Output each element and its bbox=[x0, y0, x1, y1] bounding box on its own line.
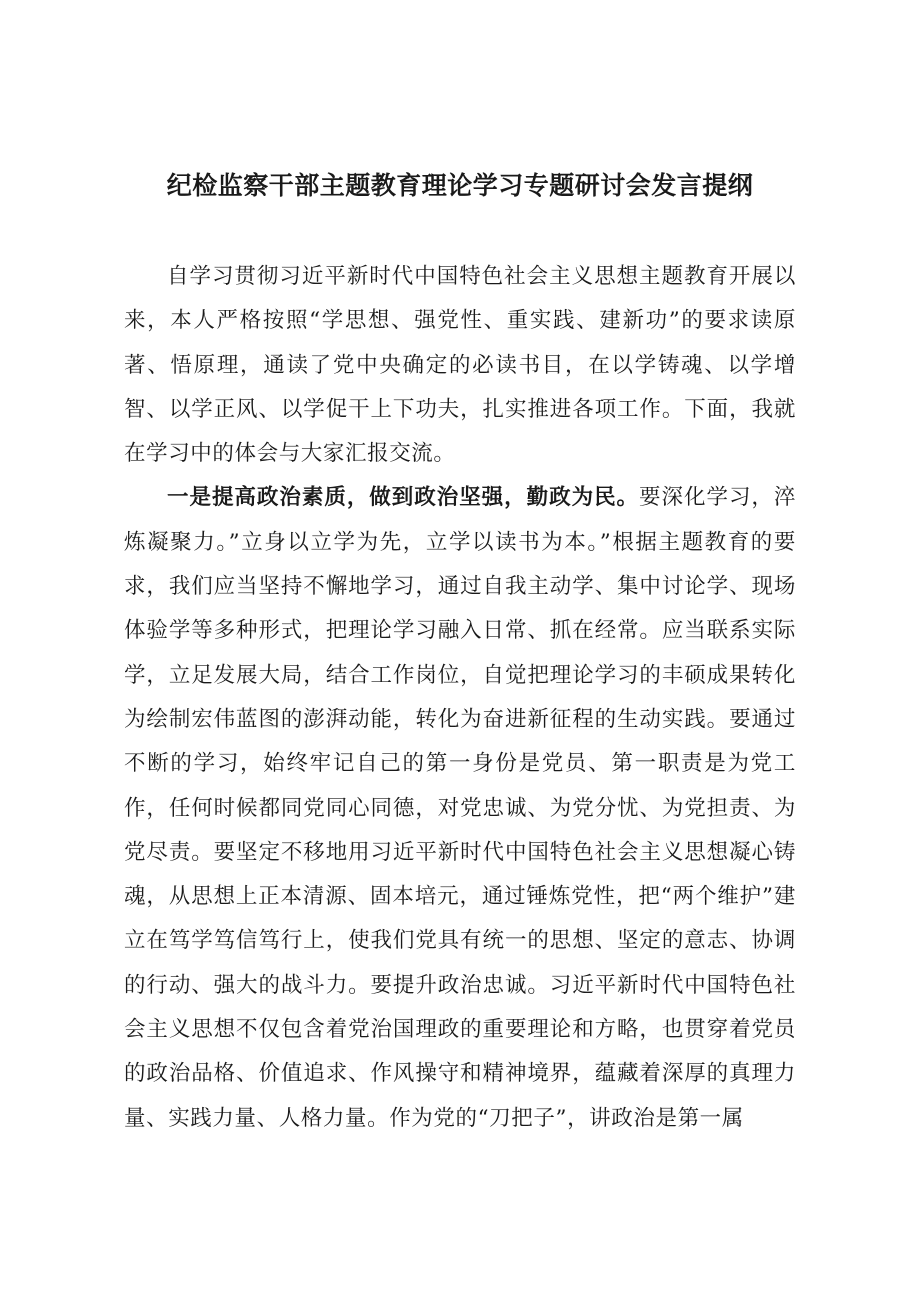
paragraph-text: 自学习贯彻习近平新时代中国特色社会主义思想主题教育开展以来，本人严格按照“学思想、强党性、重实践、建新功”的要求读原著、悟原理，通读了党中央确定的必读书目，在以学铸魂、以学增智、以学正风、以学促干上下功夫，扎实推进各项工作。下面，我就在学习中的体会与大家汇报交流。 bbox=[124, 264, 796, 467]
paragraph-text: 要深化学习，淬炼凝聚力。”立身以立学为先，立学以读书为本。”根据主题教育的要求，我们应当坚持不懈地学习，通过自我主动学、集中讨论学、现场体验学等多种形式，把理论学习融入日常、抓在经常。应当联系实际学，立足发展大局，结合工作岗位，自觉把理论学习的丰硕成果转化为绘制宏伟蓝图的澎湃动能，转化为奋进新征程的生动实践。要通过不断的学习，始终牢记自己的第一身份是党员、第一职责是为党工作，任何时候都同党同心同德，对党忠诚、为党分忧、为党担责、为党尽责。要坚定不移地用习近平新时代中国特色社会主义思想凝心铸魂，从思想上正本清源、固本培元，通过锤炼党性，把“两个维护”建立在笃学笃信笃行上，使我们党具有统一的思想、坚定的意志、协调的行动、强大的战斗力。要提升政治忠诚。习近平新时代中国特色社会主义思想不仅包含着党治国理政的重要理论和方略，也贯穿着党员的政治品格、价值追求、作风操守和精神境界，蕴藏着深厚的真理力量、实践力量、人格力量。作为党的“刀把子”，讲政治是第一属 bbox=[124, 485, 796, 1131]
paragraph-lead-heading: 一是提高政治素质，做到政治坚强，勤政为民。 bbox=[167, 485, 640, 511]
document-title: 纪检监察干部主题教育理论学习专题研讨会发言提纲 bbox=[166, 171, 754, 200]
paragraph-intro bbox=[124, 255, 796, 476]
document-body bbox=[124, 255, 796, 1141]
paragraph-point-one bbox=[124, 476, 796, 1140]
